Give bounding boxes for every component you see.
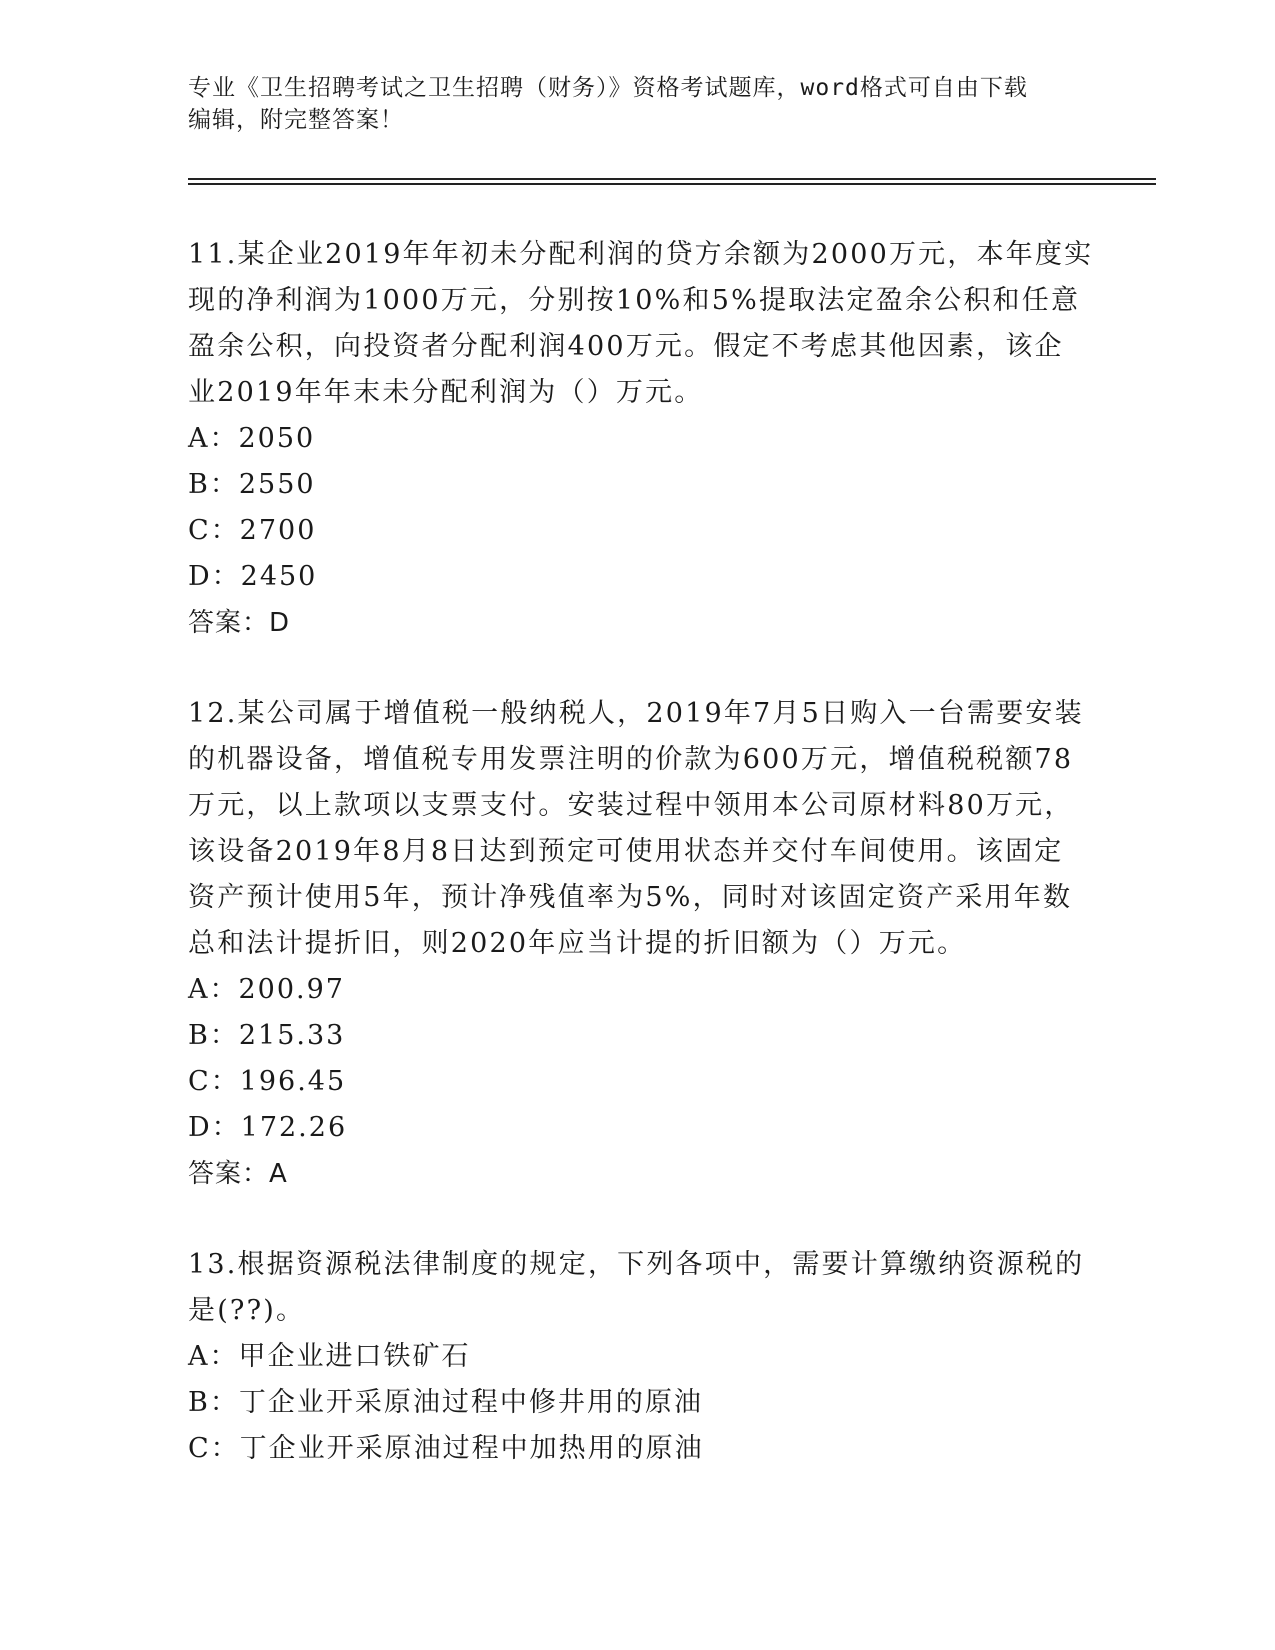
option-d: D：172.26: [188, 1112, 348, 1143]
question-stem-line: 万元，以上款项以支票支付。安装过程中领用本公司原材料80万元，: [188, 790, 1074, 821]
option-d: D：2450: [188, 561, 318, 592]
question-stem-line: 总和法计提折旧，则2020年应当计提的折旧额为（）万元。: [188, 928, 967, 959]
document-header: [188, 72, 1068, 136]
header-line-1: 专业《卫生招聘考试之卫生招聘（财务）》资格考试题库，word格式可自由下载: [188, 75, 1028, 101]
question-stem-line: 的机器设备，增值税专用发票注明的价款为600万元，增值税税额78: [188, 744, 1074, 775]
header-divider-top: [188, 178, 1156, 180]
answer-label: 答案：D: [188, 608, 291, 638]
question-stem-line: 11.某企业2019年年初未分配利润的贷方余额为2000万元，本年度实: [188, 239, 1094, 270]
option-b: B：丁企业开采原油过程中修井用的原油: [188, 1387, 703, 1418]
question-stem-line: 资产预计使用5年，预计净残值率为5%，同时对该固定资产采用年数: [188, 882, 1073, 913]
question-stem-line: 是(??)。: [188, 1295, 306, 1326]
option-c: C：丁企业开采原油过程中加热用的原油: [188, 1433, 704, 1464]
option-c: C：196.45: [188, 1066, 347, 1097]
question-stem-line: 盈余公积，向投资者分配利润400万元。假定不考虑其他因素，该企: [188, 331, 1064, 362]
question-stem-line: 12.某公司属于增值税一般纳税人，2019年7月5日购入一台需要安装: [188, 698, 1084, 729]
option-a: A：200.97: [188, 974, 345, 1005]
option-a: A：甲企业进口铁矿石: [188, 1341, 471, 1372]
question-stem-line: 现的净利润为1000万元，分别按10%和5%提取法定盈余公积和任意: [188, 285, 1081, 316]
question-stem-line: 13.根据资源税法律制度的规定，下列各项中，需要计算缴纳资源税的: [188, 1249, 1085, 1280]
option-b: B：215.33: [188, 1020, 346, 1051]
question-stem-line: 该设备2019年8月8日达到预定可使用状态并交付车间使用。该固定: [188, 836, 1064, 867]
question-12: [188, 691, 1088, 1197]
question-11: [188, 232, 1094, 646]
option-a: A：2050: [188, 423, 316, 454]
question-stem-line: 业2019年年末未分配利润为（）万元。: [188, 377, 704, 408]
header-line-2: 编辑，附完整答案！: [188, 107, 404, 133]
option-b: B：2550: [188, 469, 316, 500]
header-divider-bottom: [188, 183, 1156, 185]
question-13: [188, 1242, 1088, 1472]
answer-label: 答案：A: [188, 1159, 288, 1189]
option-c: C：2700: [188, 515, 317, 546]
